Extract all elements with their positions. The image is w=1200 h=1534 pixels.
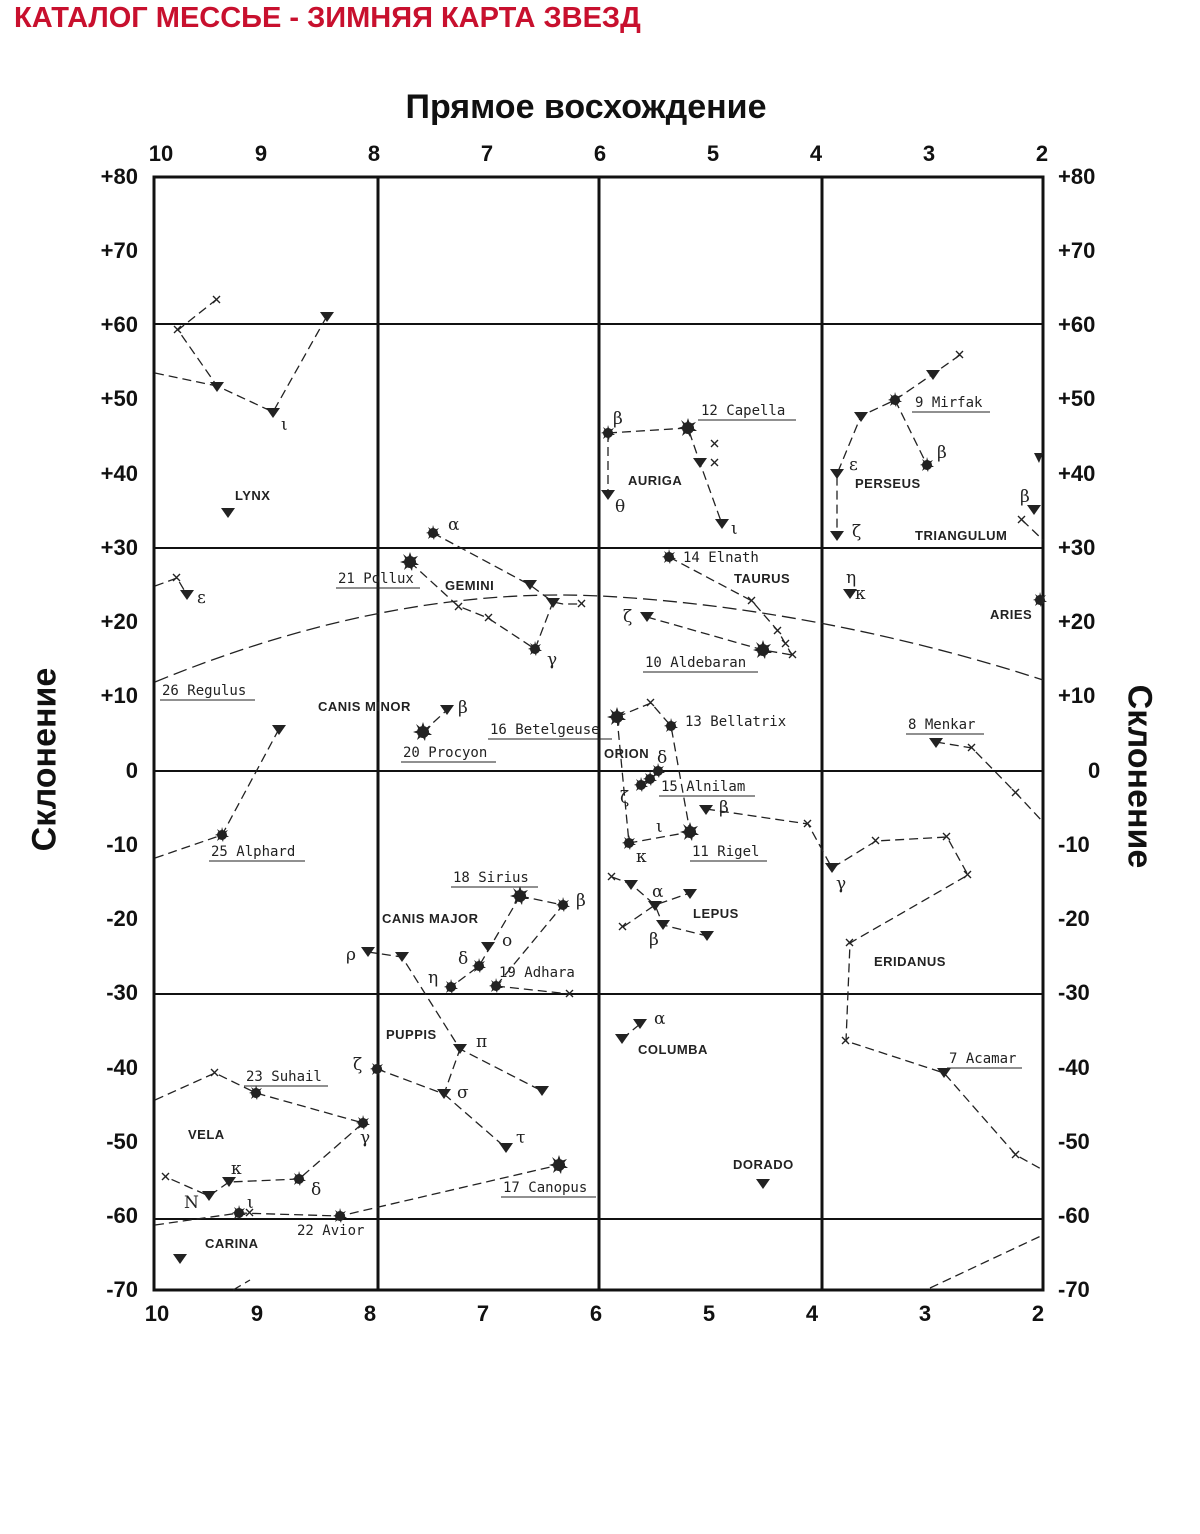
label-aldebaran: 10 Aldebaran [645,655,747,671]
orion-lines [617,703,690,832]
small-star [830,469,844,479]
faint-star [711,459,718,466]
ra-axis-title: Прямое восхождение [405,88,767,126]
label-columba: COLUMBA [638,1042,708,1057]
label-eridanus: ERIDANUS [874,954,946,969]
small-star [272,725,286,735]
star-alphard [215,827,229,842]
greek-label: δ [311,1180,322,1200]
label-taurus: TAURUS [734,571,791,586]
star-aldebaran [753,640,772,659]
label-carina: CARINA [205,1236,259,1251]
greek-label: γ [547,650,558,670]
ra-tick: 5 [702,1301,716,1326]
greek-label: κ [231,1159,242,1179]
dec-tick: -70 [1058,1277,1090,1302]
dec-tick: +60 [1058,312,1096,337]
label-lynx: LYNX [235,488,271,503]
greek-label: ι [731,519,738,539]
dec-tick: +20 [1058,609,1096,634]
small-star [648,901,662,911]
star-gamma-gem [528,641,542,656]
ra-tick: 2 [1035,141,1049,166]
label-elnath: 14 Elnath [683,550,759,566]
dec-tick: +10 [100,683,138,708]
small-star [937,1068,951,1078]
star-avior [333,1208,347,1223]
greek-label: ζ [353,1055,363,1075]
faint-star [956,351,963,358]
greek-label: α [652,882,664,902]
small-star [453,1044,467,1054]
label-menkar: 8 Menkar [908,717,976,733]
label-betelgeuse: 16 Betelgeuse [490,722,600,738]
greek-label: ε [197,588,206,608]
faint-star [485,614,492,621]
greek-label: ζ [852,522,862,542]
star-beta-cma [556,897,570,912]
label-puppis: PUPPIS [386,1027,437,1042]
greek-label: α [448,515,460,535]
ra-tick: 6 [593,141,607,166]
label-gemini: GEMINI [445,578,495,593]
small-star [615,1034,629,1044]
label-vela: VELA [188,1127,225,1142]
dec-tick: +10 [1058,683,1096,708]
label-regulus: 26 Regulus [162,683,247,699]
greek-label: δ [458,949,469,969]
dec-tick: +40 [100,461,138,486]
ra-tick: 6 [589,1301,603,1326]
greek-label: τ [516,1128,526,1148]
dec-tick: +60 [100,312,138,337]
star-procyon [413,722,432,741]
small-star [825,863,839,873]
label-perseus: PERSEUS [855,476,921,491]
faint-star [782,640,789,647]
star-castor [426,525,440,540]
gemini-lines [410,562,553,649]
dec-tick: -10 [106,832,138,857]
greek-label: σ [457,1083,469,1103]
small-star [926,370,940,380]
label-suhail: 23 Suhail [246,1069,322,1085]
lepus-lines [612,877,690,905]
dec-tick: -20 [1058,906,1090,931]
label-capella: 12 Capella [701,403,786,419]
star-beta-per [920,457,934,472]
label-alphard: 25 Alphard [211,844,296,860]
faint-star [1018,516,1025,523]
star-delta-cma [472,958,486,973]
page-title: КАТАЛОГ МЕССЬЕ - ЗИМНЯЯ КАРТА ЗВЕЗД [14,2,641,34]
triangulum-lines [1022,520,1043,540]
dec-tick: +20 [100,609,138,634]
dec-tick: 0 [1088,758,1101,783]
star-betelgeuse [607,707,626,726]
dec-tick: +70 [1058,238,1096,263]
dec-tick: +80 [100,164,138,189]
small-star [320,312,334,322]
dec-tick: -60 [106,1203,138,1228]
star-sirius [510,886,529,905]
faint-star [748,597,755,604]
star-iota-car [232,1205,246,1220]
star-labels [160,395,1022,1239]
label-sirius: 18 Sirius [453,870,529,886]
star-eta-cma [444,979,458,994]
gemini-lines [433,533,583,604]
small-star [693,458,707,468]
canis-major-lines [496,986,570,994]
greek-label: ο [502,931,513,951]
dec-tick: +30 [100,535,138,560]
ra-tick: 3 [918,1301,932,1326]
dec-tick: +30 [1058,535,1096,560]
greek-label: κ [855,584,866,604]
star-elnath [662,549,676,564]
dec-tick: +50 [100,386,138,411]
label-procyon: 20 Procyon [403,745,488,761]
small-star [440,705,454,715]
label-canopus: 17 Canopus [503,1180,588,1196]
taurus-lines [647,617,792,655]
small-star [180,590,194,600]
ra-tick: 10 [148,141,174,166]
small-star [266,408,280,418]
star-capella [678,418,697,437]
greek-label: ε [849,455,858,475]
small-star [624,880,638,890]
label-dorado: DORADO [733,1157,794,1172]
star-rigel [680,822,699,841]
greek-label: β [719,798,729,818]
greek-label: ι [281,415,288,435]
lynx-lines [155,373,217,386]
faint-star [711,440,718,447]
greek-label: β [1020,487,1030,507]
label-acamar: 7 Acamar [949,1051,1017,1067]
small-star [640,612,654,622]
puppis-lines [377,1049,460,1094]
faint-star [964,871,971,878]
label-mirfak: 9 Mirfak [915,395,983,411]
greek-label: θ [615,497,626,517]
greek-label: β [649,930,659,950]
ra-tick: 9 [250,1301,264,1326]
star-suhail [249,1085,263,1100]
greek-label: γ [836,874,847,894]
faint-star [619,923,626,930]
faint-star [943,833,950,840]
star-canopus [549,1155,568,1174]
ra-tick: 4 [805,1301,819,1326]
star-mirfak [888,392,902,407]
small-star [361,947,375,957]
greek-label: N [184,1193,199,1213]
greek-label: γ [360,1128,371,1148]
greek-label: ι [656,817,663,837]
ra-tick: 7 [480,141,494,166]
ra-ticks-top [149,141,1048,166]
dec-ticks-right [1058,164,1100,1302]
faint-star [1012,1151,1019,1158]
small-star [601,490,615,500]
faint-star [455,603,462,610]
greek-label: κ [636,847,647,867]
small-star [715,519,729,529]
label-auriga: AURIGA [628,473,683,488]
label-canis-major: CANIS MAJOR [382,911,479,926]
label-alnilam: 15 Alnilam [661,779,746,795]
dec-tick: -30 [106,980,138,1005]
label-canis-minor: CANIS MINOR [318,699,411,714]
small-star [481,942,495,952]
small-star [221,508,235,518]
label-avior: 22 Avior [297,1223,365,1239]
dec-tick: +80 [1058,164,1096,189]
faint-star [174,326,181,333]
greek-label: β [576,891,586,911]
ra-tick: 9 [254,141,268,166]
dec-tick: -20 [106,906,138,931]
label-adhara: 19 Adhara [499,965,575,981]
ra-tick: 7 [476,1301,490,1326]
greek-label: η [428,968,439,988]
dec-ticks-left [101,164,138,1302]
small-star [854,412,868,422]
small-star [535,1086,549,1096]
small-star [656,920,670,930]
label-lepus: LEPUS [693,906,739,921]
ra-tick: 8 [363,1301,377,1326]
dec-tick: -40 [106,1055,138,1080]
greek-label: β [613,409,623,429]
carina-lines [155,1165,559,1225]
faint-star [1012,789,1019,796]
ra-tick: 8 [367,141,381,166]
dec-tick: 0 [125,758,138,783]
label-pollux: 21 Pollux [338,571,414,587]
label-bellatrix: 13 Bellatrix [685,714,787,730]
constellation-labels [188,473,1032,1251]
greek-label: π [476,1032,488,1052]
dec-axis-title-right: Склонение [1120,684,1159,869]
small-star [202,1191,216,1201]
lynx-lines [178,299,327,412]
small-star [700,931,714,941]
greek-label: ζ [620,788,630,808]
small-star [173,1254,187,1264]
greek-label: β [458,698,468,718]
bright-stars [215,392,1047,1223]
dec-axis-title-left: Склонение [25,667,64,852]
dec-tick: -30 [1058,980,1090,1005]
faint-star [162,1173,169,1180]
faint-star [578,600,585,607]
label-rigel: 11 Rigel [692,844,760,860]
label-triangulum: TRIANGULUM [915,528,1008,543]
dec-tick: +50 [1058,386,1096,411]
dec-tick: -40 [1058,1055,1090,1080]
dec-tick: -10 [1058,832,1090,857]
star-kappa-ori [622,835,636,850]
dec-tick: +70 [100,238,138,263]
star-zeta-pup [370,1061,384,1076]
faint-star [213,296,220,303]
puppis-lines [444,1094,506,1148]
label-aries: ARIES [990,607,1033,622]
eridanus-lines [936,742,1043,822]
greek-label: ι [247,1193,254,1213]
greek-label: α [654,1009,666,1029]
faint-star [647,699,654,706]
dec-tick: -50 [106,1129,138,1154]
dec-tick: -60 [1058,1203,1090,1228]
small-star [395,952,409,962]
dec-tick: -50 [1058,1129,1090,1154]
dec-tick: -70 [106,1277,138,1302]
ra-tick: 4 [809,141,823,166]
faint-star [173,574,180,581]
faint-star [774,627,781,634]
small-star [499,1143,513,1153]
small-star [210,382,224,392]
hydra-lines [155,729,279,858]
ra-tick: 10 [144,1301,170,1326]
faint-star [608,873,615,880]
small-star [830,531,844,541]
ra-tick: 3 [922,141,936,166]
greek-label: β [937,443,947,463]
star-delta-vel [292,1171,306,1186]
greek-label: ρ [346,945,356,965]
greek-label: η [846,568,857,588]
eridanus-lines [706,809,1043,1170]
star-aries [1033,592,1047,607]
hydrus-lines [930,1235,1043,1288]
faint-star [211,1069,218,1076]
small-star [756,1179,770,1189]
ra-ticks-bottom [145,1301,1044,1326]
label-orion: ORION [604,746,650,761]
faint-star [872,837,879,844]
greek-label: ζ [623,607,633,627]
dec-tick: +40 [1058,461,1096,486]
ra-tick: 2 [1031,1301,1045,1326]
greek-labels [184,409,1033,1213]
greek-label: δ [657,748,668,768]
ra-tick: 5 [706,141,720,166]
